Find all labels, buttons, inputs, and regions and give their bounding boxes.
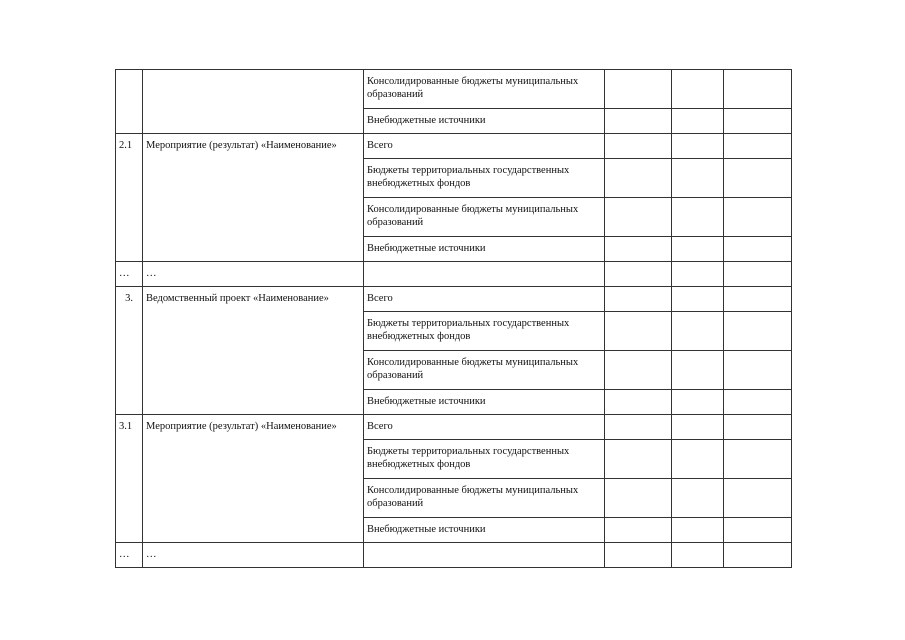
- row-name: …: [143, 262, 364, 287]
- funding-source: Всего: [364, 287, 605, 312]
- value-cell: [724, 440, 792, 479]
- value-cell: [605, 237, 672, 262]
- funding-source: [364, 543, 605, 568]
- value-cell: [724, 262, 792, 287]
- value-cell: [724, 70, 792, 109]
- value-cell: [724, 134, 792, 159]
- row-number: [116, 70, 143, 134]
- value-cell: [724, 351, 792, 390]
- value-cell: [724, 159, 792, 198]
- value-cell: [672, 351, 724, 390]
- value-cell: [672, 543, 724, 568]
- funding-source: Консолидированные бюджеты муниципальных образований: [364, 351, 605, 390]
- value-cell: [724, 109, 792, 134]
- value-cell: [605, 134, 672, 159]
- budget-table: [115, 69, 792, 568]
- value-cell: [724, 390, 792, 415]
- funding-source: Бюджеты территориальных государственных внебюджетных фондов: [364, 440, 605, 479]
- table-row: [116, 287, 792, 312]
- funding-source: Бюджеты территориальных государственных внебюджетных фондов: [364, 312, 605, 351]
- value-cell: [672, 518, 724, 543]
- value-cell: [605, 440, 672, 479]
- value-cell: [724, 415, 792, 440]
- value-cell: [605, 351, 672, 390]
- row-name: …: [143, 543, 364, 568]
- value-cell: [672, 198, 724, 237]
- value-cell: [605, 312, 672, 351]
- row-number: 3.1: [116, 415, 143, 543]
- value-cell: [605, 287, 672, 312]
- value-cell: [605, 390, 672, 415]
- value-cell: [724, 237, 792, 262]
- funding-source: Всего: [364, 134, 605, 159]
- value-cell: [672, 440, 724, 479]
- value-cell: [605, 415, 672, 440]
- value-cell: [672, 70, 724, 109]
- value-cell: [724, 198, 792, 237]
- table-row: [116, 70, 792, 109]
- value-cell: [672, 415, 724, 440]
- row-number: 3.: [116, 287, 143, 415]
- value-cell: [605, 198, 672, 237]
- value-cell: [605, 518, 672, 543]
- value-cell: [724, 479, 792, 518]
- funding-source: Консолидированные бюджеты муниципальных образований: [364, 70, 605, 109]
- value-cell: [672, 287, 724, 312]
- row-name: Ведомственный проект «Наименование»: [143, 287, 364, 415]
- row-number: …: [116, 262, 143, 287]
- row-name: [143, 70, 364, 134]
- value-cell: [605, 543, 672, 568]
- value-cell: [672, 109, 724, 134]
- value-cell: [605, 479, 672, 518]
- row-number: 2.1: [116, 134, 143, 262]
- table-row: [116, 262, 792, 287]
- value-cell: [672, 159, 724, 198]
- funding-source: Всего: [364, 415, 605, 440]
- funding-source: Консолидированные бюджеты муниципальных образований: [364, 198, 605, 237]
- funding-source: [364, 262, 605, 287]
- funding-source: Консолидированные бюджеты муниципальных образований: [364, 479, 605, 518]
- value-cell: [724, 312, 792, 351]
- table-row: [116, 415, 792, 440]
- funding-source: Внебюджетные источники: [364, 390, 605, 415]
- funding-source: Внебюджетные источники: [364, 109, 605, 134]
- row-number: …: [116, 543, 143, 568]
- value-cell: [605, 262, 672, 287]
- value-cell: [605, 159, 672, 198]
- value-cell: [605, 70, 672, 109]
- value-cell: [724, 518, 792, 543]
- value-cell: [672, 134, 724, 159]
- value-cell: [724, 287, 792, 312]
- value-cell: [605, 109, 672, 134]
- value-cell: [724, 543, 792, 568]
- value-cell: [672, 479, 724, 518]
- funding-source: Бюджеты территориальных государственных внебюджетных фондов: [364, 159, 605, 198]
- value-cell: [672, 262, 724, 287]
- value-cell: [672, 237, 724, 262]
- funding-source: Внебюджетные источники: [364, 518, 605, 543]
- value-cell: [672, 390, 724, 415]
- table-row: [116, 543, 792, 568]
- row-name: Мероприятие (результат) «Наименование»: [143, 134, 364, 262]
- value-cell: [672, 312, 724, 351]
- table-row: [116, 134, 792, 159]
- funding-source: Внебюджетные источники: [364, 237, 605, 262]
- row-name: Мероприятие (результат) «Наименование»: [143, 415, 364, 543]
